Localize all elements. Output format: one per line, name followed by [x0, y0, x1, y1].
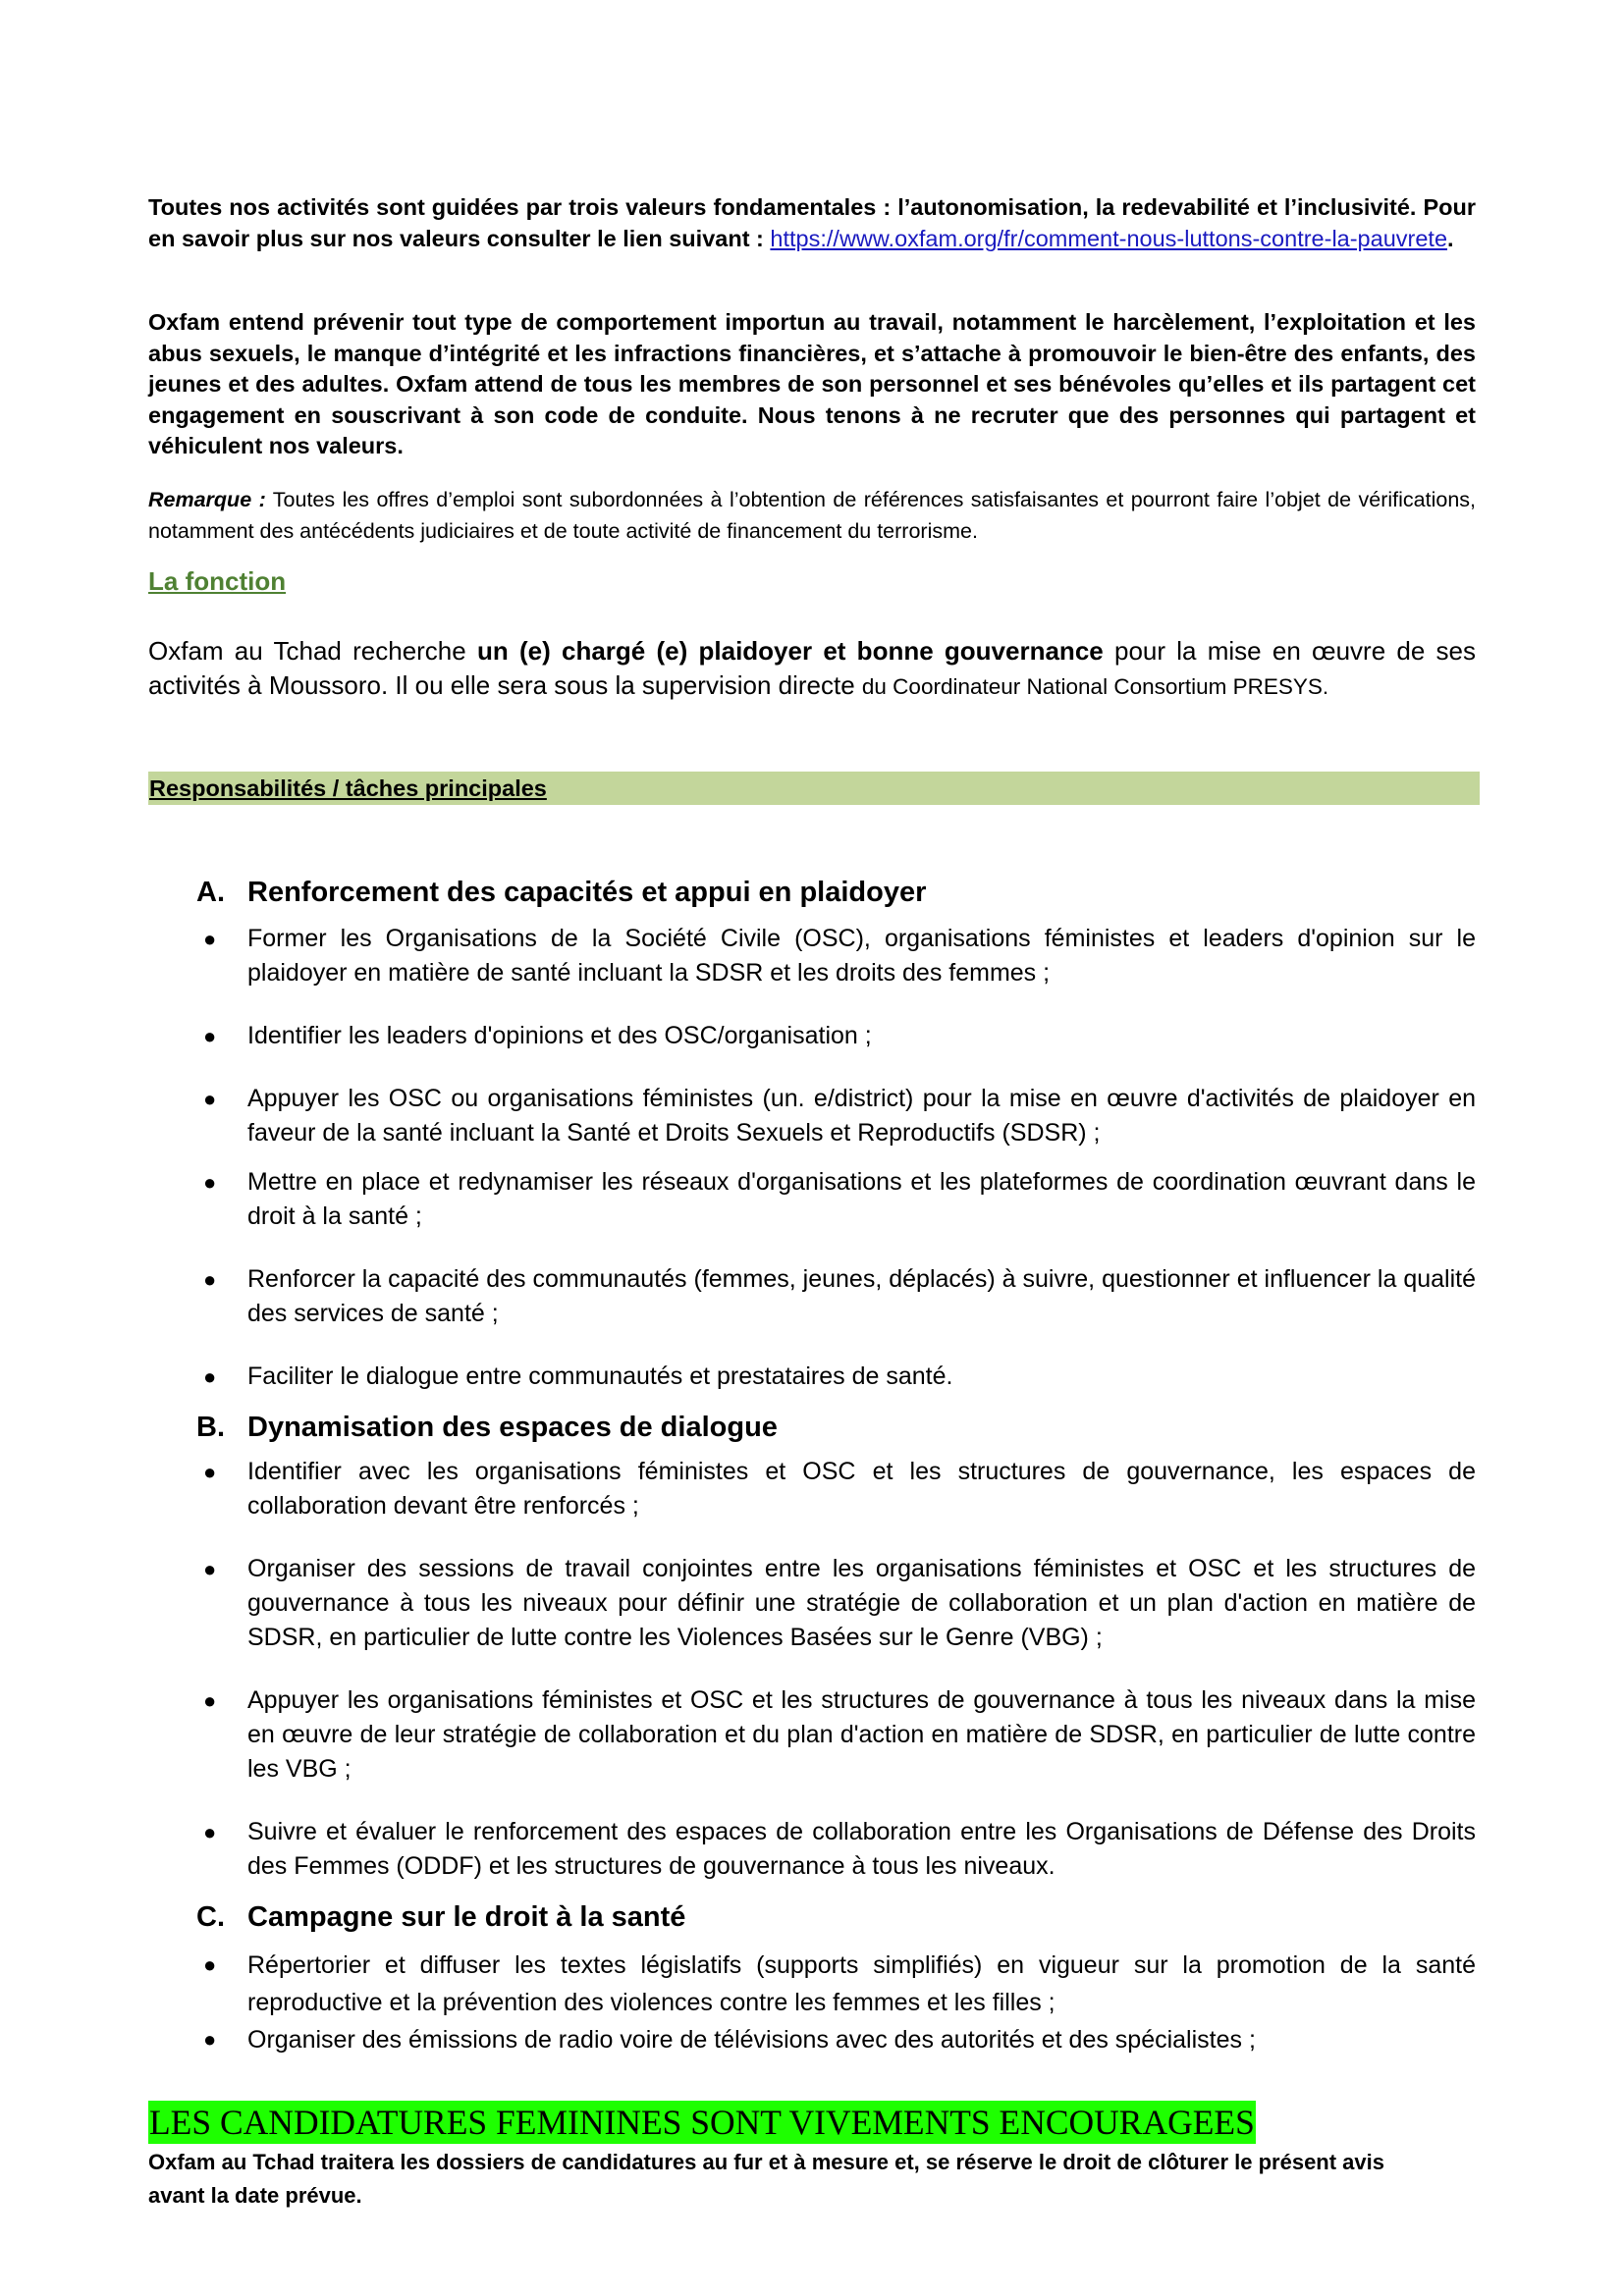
- section-title: Dynamisation des espaces de dialogue: [247, 1412, 778, 1443]
- list-item: ● Suivre et évaluer le renforcement des espaces de collaboration entre les Organisations de Défense des Droits des Femmes (ODDF) et les structures de gouvernance à tous les niveaux.: [203, 1815, 1476, 1884]
- list-item: ● Organiser des émissions de radio voire de télévisions avec des autorités et des spécialistes ;: [203, 2021, 1476, 2058]
- bullet-icon: ●: [203, 1688, 217, 1713]
- list-item: ● Renforcer la capacité des communautés (femmes, jeunes, déplacés) à suivre, questionner et influencer la qualité des services de santé ;: [203, 1262, 1476, 1331]
- bullet-icon: ●: [203, 927, 217, 951]
- section-letter: B.: [196, 1412, 225, 1443]
- fonction-title: La fonction: [148, 566, 287, 596]
- responsibilities-title: Responsabilités / tâches principales: [149, 775, 547, 801]
- list-item: ● Organiser des sessions de travail conjointes entre les organisations féministes et OSC et les structures de gouvernance à tous les niveaux pour définir une stratégie de collaboration et un plan d'action en matière de SDSR, en particulier de lutte contre les Violences Basées sur le Genre (VBG) ;: [203, 1552, 1476, 1655]
- section-title: Renforcement des capacités et appui en plaidoyer: [247, 877, 927, 908]
- list-item: ● Mettre en place et redynamiser les réseaux d'organisations et les plateformes de coordination œuvrant dans le droit à la santé ;: [203, 1165, 1476, 1234]
- section-letter: C.: [196, 1901, 225, 1933]
- section-a-list: [203, 922, 1476, 1394]
- list-item: ● Répertorier et diffuser les textes législatifs (supports simplifiés) en vigueur sur la promotion de la santé reproductive et la prévention des violences contre les femmes et les filles ;: [203, 1947, 1476, 2021]
- list-item: ● Faciliter le dialogue entre communautés et prestataires de santé.: [203, 1360, 1476, 1394]
- section-c-list: [203, 1947, 1476, 2058]
- bullet-icon: ●: [203, 1170, 217, 1195]
- list-item: ● Appuyer les organisations féministes et OSC et les structures de gouvernance à tous les niveaux dans la mise en œuvre de leur stratégie de collaboration et du plan d'action en matière de SDSR, en particulier de lutte contre les VBG ;: [203, 1683, 1476, 1787]
- bullet-icon: ●: [203, 1267, 217, 1292]
- values-end: .: [1447, 225, 1454, 251]
- position-title: un (e) chargé (e) plaidoyer et bonne gouvernance: [476, 636, 1104, 666]
- remark-text: Toutes les offres d’emploi sont subordonnées à l’obtention de références satisfaisantes et pourront faire l’objet de vérifications, notamment des antécédents judiciaires et de toute activité de financement du terrorisme.: [148, 488, 1476, 543]
- bullet-icon: ●: [203, 1024, 217, 1048]
- bullet-icon: ●: [203, 1952, 217, 1977]
- list-item: ● Former les Organisations de la Société Civile (OSC), organisations féministes et leaders d'opinion sur le plaidoyer en matière de santé incluant la SDSR et les droits des femmes ;: [203, 922, 1476, 990]
- list-item: ● Appuyer les OSC ou organisations féministes (un. e/district) pour la mise en œuvre d'activités de plaidoyer en faveur de la santé incluant la Santé et Droits Sexuels et Reproductifs (SDSR) ;: [203, 1082, 1476, 1150]
- bullet-icon: ●: [203, 2027, 217, 2052]
- fonction-text-before: Oxfam au Tchad recherche: [148, 636, 477, 666]
- list-item: ● Identifier avec les organisations féministes et OSC et les structures de gouvernance, les espaces de collaboration devant être renforcés ;: [203, 1455, 1476, 1523]
- section-heading-b: [196, 1412, 778, 1444]
- remark-paragraph: [148, 484, 1476, 547]
- closing-note: Oxfam au Tchad traitera les dossiers de candidatures au fur et à mesure et, se réserve le droit de clôturer le présent avis avant la date prévue.: [148, 2150, 1384, 2208]
- supervisor-text: du Coordinateur National Consortium PRESYS.: [861, 674, 1329, 699]
- fonction-text-middle: pour la mise en œuvre de ses activités à Moussoro. Il ou elle sera sous la supervision directe: [148, 636, 1477, 700]
- values-paragraph: [148, 192, 1476, 254]
- section-b-list: [203, 1455, 1476, 1884]
- values-text: Toutes nos activités sont guidées par trois valeurs fondamentales : l’autonomisation, la redevabilité et l’inclusivité. Pour en savoir plus sur nos valeurs consulter le lien suivant :: [148, 194, 1476, 251]
- section-title: Campagne sur le droit à la santé: [247, 1901, 686, 1933]
- bullet-icon: ●: [203, 1820, 217, 1844]
- section-heading-c: [196, 1901, 685, 1934]
- bullet-icon: ●: [203, 1460, 217, 1484]
- conduct-paragraph: Oxfam entend prévenir tout type de comportement importun au travail, notamment le harcèlement, l’exploitation et les abus sexuels, le manque d’intégrité et les infractions financières, et s’attache à promouvoir le bien-être des enfants, des jeunes et des adultes. Oxfam attend de tous les membres de son personnel et ses bénévoles qu’elles et ils partagent cet engagement en souscrivant à son code de conduite. Nous tenons à ne recruter que des personnes qui partagent et véhiculent nos valeurs.: [148, 309, 1476, 458]
- fonction-paragraph: [148, 634, 1476, 704]
- bullet-icon: ●: [203, 1557, 217, 1581]
- section-heading-a: [196, 877, 926, 909]
- values-link[interactable]: https://www.oxfam.org/fr/comment-nous-luttons-contre-la-pauvrete: [770, 225, 1448, 251]
- bullet-icon: ●: [203, 1087, 217, 1111]
- female-applications-banner: LES CANDIDATURES FEMININES SONT VIVEMENTS ENCOURAGEES: [149, 2103, 1255, 2142]
- remark-label: Remarque :: [148, 488, 266, 511]
- section-letter: A.: [196, 877, 225, 908]
- bullet-icon: ●: [203, 1364, 217, 1389]
- responsibilities-header: [148, 772, 1480, 805]
- list-item: ● Identifier les leaders d'opinions et des OSC/organisation ;: [203, 1019, 1476, 1053]
